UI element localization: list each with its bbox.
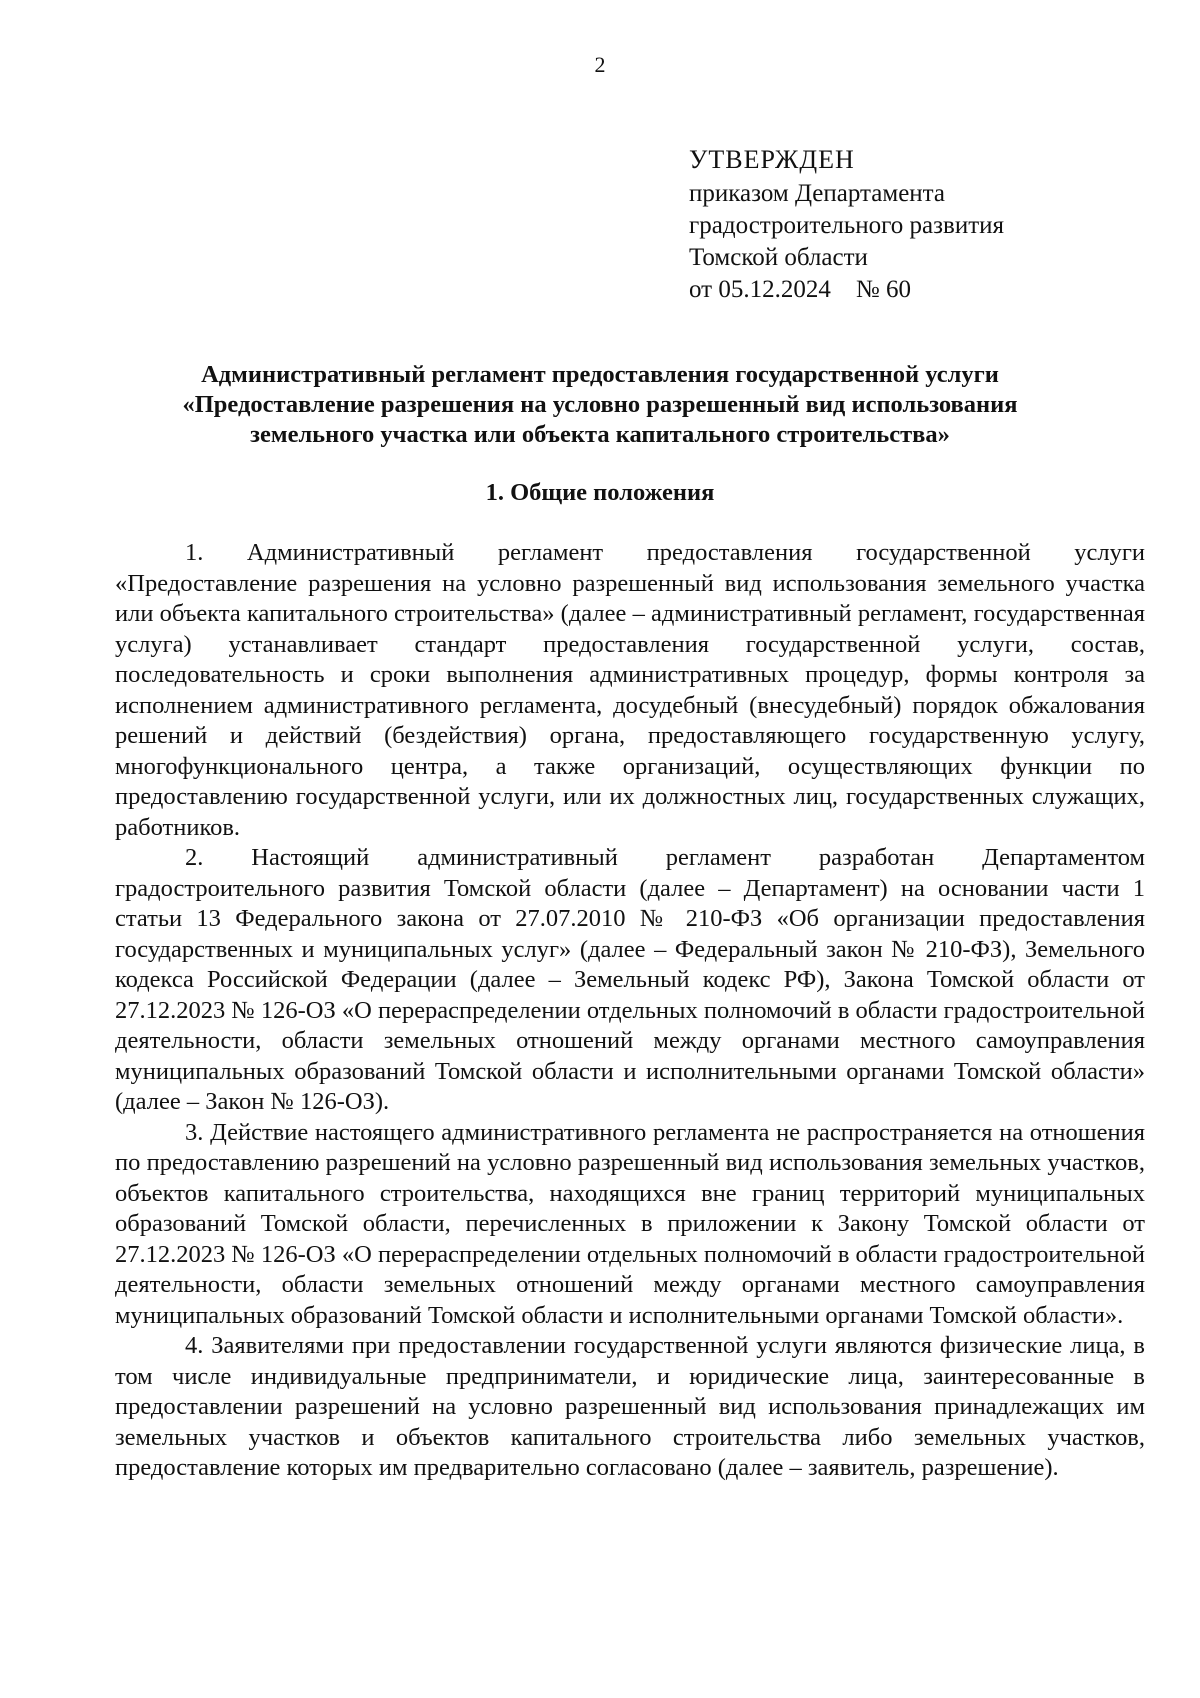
approval-line: приказом Департамента bbox=[689, 180, 945, 207]
approval-line: от 05.12.2024 № 60 bbox=[689, 276, 911, 303]
approval-block bbox=[689, 144, 1004, 306]
section-heading: 1. Общие положения bbox=[485, 479, 715, 506]
document-body bbox=[115, 538, 1145, 1484]
paragraph: 2. Настоящий административный регламент разработан Департаментом градостроительного развития Томской области (далее – Департамент) на основании части 1 статьи 13 Федерального закона от 27.07.2010 № 210-ФЗ «Об организации предоставления государственных и муниципальных услуг» (далее – Федеральный закон № 210-ФЗ), Земельного кодекса Российской Федерации (далее – Земельный кодекс РФ), Закона Томской области от 27.12.2023 № 126-ОЗ «О перераспределении отдельных полномочий в области градостроительной деятельности, области земельных отношений между органами местного самоуправления муниципальных образований Томской области и исполнительными органами Томской области» (далее – Закон № 126-ОЗ). bbox=[115, 844, 1145, 1115]
document-title-line: Административный регламент предоставления государственной услуги bbox=[201, 361, 999, 388]
document-title-line: «Предоставление разрешения на условно разрешенный вид использования bbox=[182, 391, 1018, 418]
approval-line: градостроительного развития bbox=[689, 212, 1005, 239]
paragraph: 4. Заявителями при предоставлении государственной услуги являются физические лица, в том числе индивидуальные предприниматели, и юридические лица, заинтересованные в предоставлении разрешений на условно разрешенный вид использования принадлежащих им земельных участков и объектов капитального строительства либо земельных участков, предоставление которых им предварительно согласовано (далее – заявитель, разрешение). bbox=[115, 1332, 1145, 1481]
paragraph: 3. Действие настоящего административного регламента не распространяется на отношения по предоставлению разрешений на условно разрешенный вид использования земельных участков, объектов капитального строительства, находящихся вне границ территорий муниципальных образований Томской области, перечисленных в приложении к Закону Томской области от 27.12.2023 № 126-ОЗ «О перераспределении отдельных полномочий в области градостроительной деятельности, области земельных отношений между органами местного самоуправления муниципальных образований Томской области и исполнительными органами Томской области». bbox=[115, 1118, 1145, 1329]
document-title bbox=[100, 360, 1100, 450]
page-number: 2 bbox=[594, 52, 606, 77]
approval-line: Томской области bbox=[689, 244, 868, 271]
document-title-line: земельного участка или объекта капитального строительства» bbox=[250, 421, 950, 448]
paragraph: 1. Административный регламент предоставления государственной услуги «Предоставление разрешения на условно разрешенный вид использования земельного участка или объекта капитального строительства» (далее – административный регламент, государственная услуга) устанавливает стандарт предоставления государственной услуги, состав, последовательность и сроки выполнения административных процедур, формы контроля за исполнением административного регламента, досудебный (внесудебный) порядок обжалования решений и действий (бездействия) органа, предоставляющего государственную услугу, многофункционального центра, а также организаций, осуществляющих функции по предоставлению государственной услуги, или их должностных лиц, государственных служащих, работников. bbox=[115, 539, 1145, 841]
approval-stamp: УТВЕРЖДЕН bbox=[689, 145, 855, 174]
